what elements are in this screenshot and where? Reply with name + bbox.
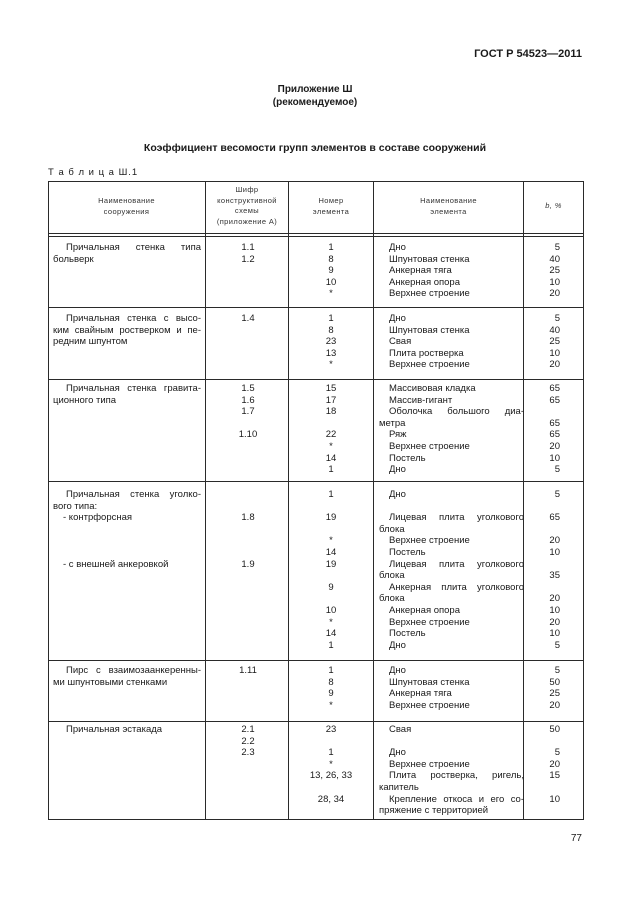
weight-values: 5 40 25 10 20 [549,242,560,300]
weight-values: 50 5 20 15 10 [549,724,560,805]
appendix-name: Приложение Ш [277,84,353,95]
element-numbers: 15 17 18 22 * 14 1 [325,383,337,476]
structure-name: Причальная стенка гравита- ционного типа [53,383,201,406]
weight-values: 5 50 25 20 [549,665,560,711]
header-element-number: Номер элемента [312,196,350,216]
document-title: Коэффициент весомости групп элементов в составе сооружений [143,142,487,154]
scheme-codes: 1.4 [241,313,255,324]
structure-name: Пирс с взаимозаанкеренны- ми шпунтовыми стенками [53,665,201,688]
element-numbers: 1 8 9 * [328,665,334,711]
appendix-title [0,83,630,109]
header-structure-name: Наименование сооружения [98,196,155,216]
scheme-codes: 1.1 1.2 [241,242,255,265]
page-number: 77 [570,833,582,844]
element-numbers: 1 19 * 14 19 9 10 * 14 1 [325,489,337,651]
element-names: Дно Шпунтовая стенка Свая Плита ростверка Верхнее строение [389,313,470,371]
weight-values: 65 65 65 65 20 10 5 [549,383,560,476]
scheme-codes: 1.5 1.6 1.7 1.10 [238,383,258,441]
standard-number: ГОСТ Р 54523—2011 [474,48,582,60]
element-names: Свая Дно Верхнее строение Плита ростверка, ригель, капитель Крепление откоса и его со- пряжение с территорией [379,724,524,817]
element-names: Массивовая кладка Массив-гигант Оболочка большого диа- метра Ряж Верхнее строение Постель Дно [379,383,524,476]
structure-name: Причальная эстакада [66,724,163,735]
weight-values: 5 40 25 10 20 [549,313,560,371]
element-numbers: 23 1 * 13, 26, 33 28, 34 [309,724,353,805]
weight-values: 5 65 20 10 35 20 10 20 10 5 [549,489,560,651]
scheme-codes: 1.11 [239,665,257,676]
element-names: Дно Шпунтовая стенка Анкерная тяга Анкерная опора Верхнее строение [389,242,470,300]
structure-name: Причальная стенка уголко- вого типа: - контрфорсная - с внешней анкеровкой [53,489,201,570]
scheme-codes: 2.1 2.2 2.3 [241,724,255,759]
appendix-subtitle: (рекомендуемое) [272,97,358,108]
structure-name: Причальная стенка с высо- ким свайным ростверком и пе- редним шпунтом [53,313,201,348]
header-scheme-code: Шифр конструктивной схемы (приложение А) [216,185,278,226]
element-names: Дно Шпунтовая стенка Анкерная тяга Верхнее строение [389,665,470,711]
header-element-name: Наименование элемента [420,196,477,216]
header-weight-percent: b, % [545,201,562,210]
element-numbers: 1 8 9 10 * [325,242,337,300]
table-label: Т а б л и ц а Ш.1 [48,167,139,178]
element-numbers: 1 8 23 13 * [325,313,337,371]
scheme-codes: 1.8 1.9 [241,512,255,570]
element-names: Дно Лицевая плита уголкового блока Верхнее строение Постель Лицевая плита уголкового блока Анкерная плита уголкового блока Анкерная опора Верхнее строение Постель Дно [379,489,524,651]
structure-name: Причальная стенка типа больверк [53,242,201,265]
weight-table [48,181,584,820]
